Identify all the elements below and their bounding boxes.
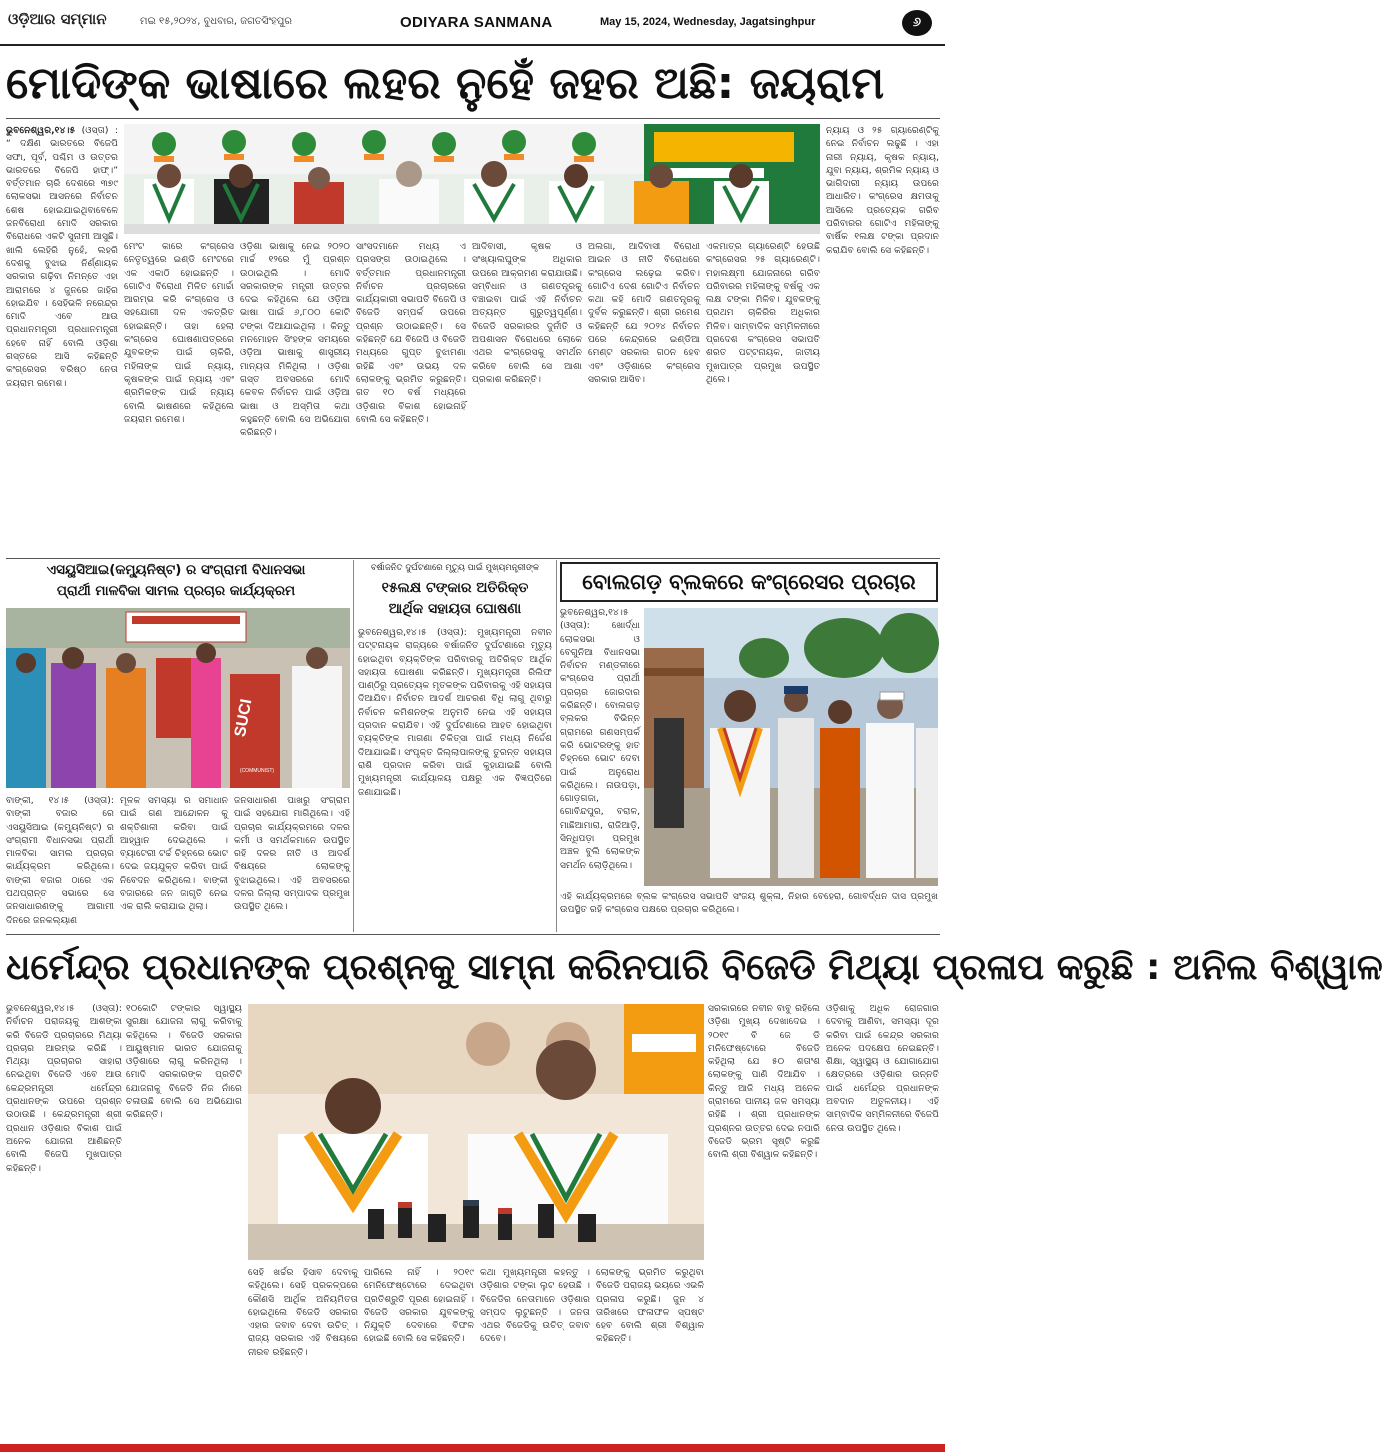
- story2-headline: ଧର୍ମେନ୍ଦ୍ର ପ୍ରଧାନଙ୍କ ପ୍ରଶ୍ନକୁ ସାମ୍ନା କରିନପାରି ବିଜେଡି ମିଥ୍ୟା ପ୍ରଳାପ କରୁଛି : ଅନିଲ ବିଶ୍ୱାଳ: [6, 947, 1383, 988]
- story1-column-3: ଓଡ଼ିଶା ଭାଷାକୁ ନେଇ ୨୦୨୦ ମାର୍ଚ୍ଚ ୧୨ରେ ମୁଁ ପ୍ରଶ୍ନ ଉଠାଇଥିଲି । ମୋଦି ସରକାରଙ୍କ ମନ୍ତ୍ରୀ ଉତ୍ତର ଦେଇ କହିଥିଲେ ଯେ ଓଡ଼ିଆ ଭାଷା ପାଇଁ ୬,୮୦୦ କୋଟି ଟଙ୍କା ଦିଆଯାଇଥିଲା । କିନ୍ତୁ ମନମୋହନ ସିଂହଙ୍କ ସମୟରେ ଓଡ଼ିଆ ଭାଷାକୁ ଶାସ୍ତ୍ରୀୟ ମାନ୍ୟତା ମିଳିଥିଲା । ଓଡ଼ିଶା ଗସ୍ତ ଅବସରରେ ମୋଦି କେବଳ ନିର୍ବାଚନ ପାଇଁ ଓଡ଼ିଆ ଭାଷା ଓ ଅସ୍ମିତା କଥା କହୁଛନ୍ତି ବୋଲି ସେ ଅଭିଯୋଗ କରିଛନ୍ତି।: [240, 241, 350, 439]
- story2-press-conference-photo: [248, 1004, 704, 1260]
- bolagarh-caption: ଏହି କାର୍ଯ୍ୟକ୍ରମରେ ବ୍ଲକ କଂଗ୍ରେସ ସଭାପତି ସଂଜୟ ଶୁକ୍ଳା, ନିହାର ବେହେରା, ଗୋବର୍ଦ୍ଧନ ଦାସ ପ୍ରମୁଖ ଉପସ୍ଥିତ ରହି କଂଗ୍ରେସ ପକ୍ଷରେ ପ୍ରଚାର କରିଥିଲେ।: [560, 891, 938, 915]
- suci-headline-line2: ପ୍ରାର୍ଥୀ ମାଳବିକା ସାମଲ ପ୍ରଚାର କାର୍ଯ୍ୟକ୍ରମ: [56, 583, 296, 599]
- divider: [556, 560, 557, 932]
- relief-body: ଭୁବନେଶ୍ୱର,୧୪।୫ (ଓସ୍ତା): ମୁଖ୍ୟମନ୍ତ୍ରୀ ନବୀନ ପଟ୍ଟନାୟକ ରାଜ୍ୟରେ ବର୍ଷାଜନିତ ଦୁର୍ଘଟଣାରେ ମୃତ୍ୟୁ ହୋଇଥିବା ବ୍ୟକ୍ତିଙ୍କ ପରିବାରକୁ ଅତିରିକ୍ତ ଆର୍ଥିକ ସହାୟତା ଘୋଷଣା କରିଛନ୍ତି। ମୁଖ୍ୟମନ୍ତ୍ରୀ ରିଲିଫ ପାଣ୍ଠିରୁ ପ୍ରତ୍ୟେକ ମୃତକଙ୍କ ପରିବାରକୁ ଏହି ସହାୟତା ଦିଆଯିବ। ନିର୍ବାଚନ ଆଦର୍ଶ ଆଚରଣ ବିଧି ଲାଗୁ ଥିବାରୁ ନିର୍ବାଚନ କମିଶନଙ୍କ ଅନୁମତି ନେଇ ଏହି ସହାୟତା ପ୍ରଦାନ କରାଯିବ। ଏହି ଦୁର୍ଘଟଣାରେ ଆହତ ହୋଇଥିବା ବ୍ୟକ୍ତିଙ୍କ ମାଗଣା ଚିକିତ୍ସା ପାଇଁ ମଧ୍ୟ ନିର୍ଦ୍ଦେଶ ଦିଆଯାଇଛି। ସଂପୃକ୍ତ ଜିଲ୍ଲାପାଳଙ୍କୁ ତୁରନ୍ତ ସହାୟତା ରାଶି ପ୍ରଦାନ କରିବା ପାଇଁ କୁହାଯାଇଛି ବୋଲି ମୁଖ୍ୟମନ୍ତ୍ରୀ କାର୍ଯ୍ୟାଳୟ ପକ୍ଷରୁ ଏକ ବିଜ୍ଞପ୍ତିରେ ଜଣାଯାଇଛି।: [358, 627, 552, 798]
- story2-column-5: ସରକାରରେ ନବୀନ ବାବୁ ରହିଲେ ଓଡ଼ିଶା ମୁଖ୍ୟ ଦେଖାଦେଇ । ୨୦୧୯ ବି ଜେ ଡି ମନିଫେଷ୍ଟୋରେ ବିଜେଡି କହିଥିଲା ଯେ ୫୦ ଶତାଂଶ ଲୋକଙ୍କୁ ପାଣି ଦିଆଯିବ । କିନ୍ତୁ ଆଜି ମଧ୍ୟ ଅନେକ ଗ୍ରାମରେ ପାନୀୟ ଜଳ ସମସ୍ୟା ରହିଛି । ଶ୍ରୀ ପ୍ରଧାନଙ୍କ ପ୍ରଶ୍ନର ଉତ୍ତର ଦେଇ ନପାରି ବିଜେଡି ଭ୍ରମ ସୃଷ୍ଟି କରୁଛି ବୋଲି ଶ୍ରୀ ବିଶ୍ୱାଳ କହିଛନ୍ତି।: [708, 1003, 820, 1161]
- suci-banner-text: SUCI: [231, 697, 256, 739]
- story1-col1-text: (ଓସ୍ତା) : “ ଦକ୍ଷିଣ ଭାରତରେ ବିଜେପି ସଫା, ପୂର୍ବ, ପଶ୍ଚିମ ଓ ଉତ୍ତର ଭାରତରେ ବିଜେପି ହାଫ୍।” ବର୍ତ୍ତମାନ ଚାରି ଦେଶରେ ୩୭୯ ଲୋକସଭା ଆସନରେ ନିର୍ବାଚନ ଶେଷ ହୋଇଯାଇଥିବାବେଳେ ଜନବିରୋଧୀ ମୋଦି ସରକାର ବିରୋଧରେ ଏକଟି ସୁନାମୀ ଆସୁଛି। ଖାଲି ଲେହିରି ନୁହେଁ, ଲହରି ଦେଶକୁ ବୁଝାଇ ନିର୍ଣ୍ଣାୟକ ସରକାର ଗଢ଼ିବା ନିମନ୍ତେ ଏହା ଆରାମରେ ୪ ଜୁନରେ ଜାହିର ହୋଇଯିବ । ସେହିଭଳି ନରେନ୍ଦ୍ର ମୋଦି ଏବେ ଆଉ ପ୍ରଧାନମନ୍ତ୍ରୀ ପ୍ରଧାନମନ୍ତ୍ରୀ ହେବେ ନାହିଁ ବୋଲି ଓଡ଼ିଶା ଗସ୍ତରେ ଆସି କହିଛନ୍ତି କଂଗ୍ରେସର ବରିଷ୍ଠ ନେତା ଜୟରାମ ରମେଶ।: [6, 125, 118, 389]
- bolagarh-body: ଭୁବନେଶ୍ୱର,୧୪।୫ (ଓସ୍ତା): ଖୋର୍ଦ୍ଧା ଲୋକସଭା ଓ ବେଗୁନିଆ ବିଧାନସଭା ନିର୍ବାଚନ ମଣ୍ଡଳୀରେ କଂଗ୍ରେସ ପ୍ରାର୍ଥୀ ପ୍ରଚାର ଜୋରଦାର କରିଛନ୍ତି। ବୋଲଗଡ଼ ବ୍ଲକର ବିଭିନ୍ନ ଗ୍ରାମରେ ଗଣସମ୍ପର୍କ କରି ଭୋଟରଙ୍କୁ ହାତ ଚିହ୍ନରେ ଭୋଟ ଦେବା ପାଇଁ ଅନୁରୋଧ କରିଥିଲେ। ନାଉପଡ଼ା, ଗୋଡ଼ଗଜା, ଗୋବିନ୍ଦପୁର, ବରାଳ, ମାଛିଆମାରା, ରାଜିଆଡ଼ି, ସିନ୍ଧିପଡ଼ା ପ୍ରମୁଖ ଅଞ୍ଚଳ ବୁଲି ଲୋକଙ୍କ ସମର୍ଥନ ଲୋଡ଼ିଥିଲେ।: [560, 607, 640, 871]
- bolagarh-campaign-photo: [644, 608, 938, 886]
- suci-column-1: ବାଙ୍କୀ, ୧୪।୫ (ଓସ୍ତା): ବାଙ୍କୀ ବଜାର ରେ ଏସୟୁସିଆଇ (କମ୍ୟୁନିଷ୍ଟ) ର ସଂଗ୍ରାମୀ ବିଧାନସଭା ପ୍ରାର୍ଥୀ ମାଳବିକା ସାମଲ ପ୍ରଚାର କାର୍ଯ୍ୟକ୍ରମ କରିଥିଲେ। ବାଙ୍କୀ ବଜାର ଠାରେ ଏକ ପଥପ୍ରାନ୍ତ ସଭାରେ ସେ ଜନସାଧାରଣଙ୍କୁ ଆଗାମୀ ଦିନରେ ଜନକଲ୍ୟାଣ: [6, 795, 114, 926]
- story2-bottom-1: ସେହି ଖର୍ଚ୍ଚର ହିସାବ ଦେବାକୁ କହିଥିଲେ। ସେହି ପ୍ରକଳ୍ପରେ କୌଣସି ଆର୍ଥିକ ଅନିୟମିତତା ହୋଇଥିଲେ ବିଜେଡି ସରକାର ଏହାର ଜବାବ ଦେବା ଉଚିତ୍ । ରାଜ୍ୟ ସରକାର ଏହି ବିଷୟରେ ନୀରବ ରହିଛନ୍ତି।: [248, 1267, 358, 1358]
- story2-column-1: ଭୁବନେଶ୍ୱର,୧୪।୫ (ଓସ୍ତା): ନିର୍ବାଚନ ପରାଜୟକୁ ଆଶଙ୍କା କରି ବିଜେଡି ପ୍ରଚାରରେ ମିଥ୍ୟା ପ୍ରଚାର ଆରମ୍ଭ କରିଛି । ମିଥ୍ୟା ପ୍ରଚାରର ସାହାରା ନେଇଥିବା ବିଜେଡି ଏବେ ଆଉ କେନ୍ଦ୍ରମନ୍ତ୍ରୀ ଧର୍ମେନ୍ଦ୍ର ପ୍ରଧାନଙ୍କ ଉପରେ ପ୍ରଶ୍ନ ଉଠାଉଛି । କେନ୍ଦ୍ରମନ୍ତ୍ରୀ ଶ୍ରୀ ପ୍ରଧାନ ଓଡ଼ିଶାର ବିକାଶ ପାଇଁ ଅନେକ ଯୋଜନା ଆଣିଛନ୍ତି ବୋଲି ବିଜେପି ମୁଖପାତ୍ର କହିଛନ୍ତି।: [6, 1003, 122, 1174]
- paper-name: ODIYARA SANMANA: [400, 14, 553, 31]
- divider: [353, 560, 354, 932]
- story1-column-8: ନ୍ୟାୟ ଓ ୨୫ ଗ୍ୟାରେଣ୍ଟିକୁ ନେଇ ନିର୍ବାଚନ ଲଢୁଛି । ଏହା ନାରୀ ନ୍ୟାୟ, କୃଷକ ନ୍ୟାୟ, ଯୁବା ନ୍ୟାୟ, ଶ୍ରମିକ ନ୍ୟାୟ ଓ ଭାଗିଦାରୀ ନ୍ୟାୟ ଉପରେ ଆଧାରିତ। କଂଗ୍ରେସ କ୍ଷମତାକୁ ଆସିଲେ ପ୍ରତ୍ୟେକ ଗରିବ ପରିବାରର ଗୋଟିଏ ମହିଳାଙ୍କୁ ବାର୍ଷିକ ୧ଲକ୍ଷ ଟଙ୍କା ପ୍ରଦାନ କରାଯିବ ବୋଲି ସେ କହିଛନ୍ତି।: [826, 125, 939, 256]
- story2-bottom-4: ଲୋକଙ୍କୁ ଭ୍ରମିତ କରୁଥିବା ବିଜେଡି ପରାଜୟ ଭୟରେ ଏଭଳି ପ୍ରଳାପ କରୁଛି। ଜୁନ ୪ ତାରିଖରେ ଫଳାଫଳ ସ୍ପଷ୍ଟ ହେବ ବୋଲି ଶ୍ରୀ ବିଶ୍ୱାଳ କହିଛନ୍ତି।: [596, 1267, 704, 1345]
- story1-column-6: ଅଲଗା, ଆଦିବାସୀ ବିରୋଧୀ ଆଇନ ଓ ନୀତି ବିରୋଧରେ କଂଗ୍ରେସ ଲଢ଼େଇ କରିବ। ଗୋଟିଏ ଦେଶ ଗୋଟିଏ ନିର୍ବାଚନ କଥା କହି ମୋଦି ଗଣତନ୍ତ୍ରକୁ ଦୁର୍ବଳ କରୁଛନ୍ତି। ଶ୍ରୀ ରମେଶ କହିଛନ୍ତି ଯେ ୨୦୨୪ ନିର୍ବାଚନ ପରେ କେନ୍ଦ୍ରରେ ଇଣ୍ଡିଆ ମେଣ୍ଟ ସରକାର ଗଠନ ହେବ ଏବଂ ଓଡ଼ିଶାରେ କଂଗ୍ରେସ ସରକାର ଆସିବ।: [588, 241, 700, 385]
- divider: [6, 934, 940, 935]
- story1-press-conference-photo: [124, 124, 820, 234]
- bolagarh-headline: ବୋଲଗଡ଼ ବ୍ଲକରେ କଂଗ୍ରେସର ପ୍ରଚାର: [560, 562, 938, 602]
- suci-column-2: ମୂଳକ ସମସ୍ୟା ର ସମାଧାନ ପାଇଁ ଗଣ ଆନ୍ଦୋଳନ କୁ ଶକ୍ତିଶାଳୀ କରିବା ପାଇଁ ଆହ୍ୱାନ ଦେଇଥିଲେ । ବ୍ୟାଟେରୀ ଟର୍ଚ୍ଚ ଚିହ୍ନରେ ଭୋଟ ଦେଇ ଜୟଯୁକ୍ତ କରିବା ପାଇଁ ନିବେଦନ କରିଥିଲେ। ବାଙ୍କୀ ବଜାରରେ ଜନ ଜାଗୃତି ନେଇ ଏକ ରାଲି କରାଯାଇ ଥିଲା।: [120, 795, 228, 913]
- masthead: [0, 0, 945, 46]
- story2-column-6: ଓଡ଼ିଶାକୁ ଅଧିକ ରୋଜଗାର ଦେବାକୁ ଆଣିବା, ସମସ୍ୟା ଦୂର କରିବା ପାଇଁ କେନ୍ଦ୍ର ସରକାର ଅନେକ ପଦକ୍ଷେପ ନେଇଛନ୍ତି। ଶିକ୍ଷା, ସ୍ୱାସ୍ଥ୍ୟ ଓ ଯୋଗାଯୋଗ କ୍ଷେତ୍ରରେ ଓଡ଼ିଶାର ଉନ୍ନତି ପାଇଁ ଧର୍ମେନ୍ଦ୍ର ପ୍ରଧାନଙ୍କ ଅବଦାନ ଅତୁଳନୀୟ। ଏହି ସାମ୍ବାଦିକ ସମ୍ମିଳନୀରେ ବିଜେପି ନେତା ଉପସ୍ଥିତ ଥିଲେ।: [826, 1003, 939, 1134]
- story1-column-1: [6, 124, 118, 554]
- newspaper-logo: ଓଡ଼ିଆର ସମ୍ମାନ: [8, 10, 107, 28]
- story1-dateline: ଭୁବନେଶ୍ୱର,୧୪।୫: [6, 125, 76, 136]
- story2-bottom-2: ପାରିଲେ ନାହିଁ । ୨୦୧୯ ମେନିଫେଷ୍ଟୋରେ ଦେଇଥିବା ପ୍ରତିଶ୍ରୁତି ପୂରଣ ହୋଇନାହିଁ । ବିଜେଡି ସରକାର ଯୁବକଙ୍କୁ ନିଯୁକ୍ତି ଦେବାରେ ବିଫଳ ହୋଇଛି ବୋଲି ସେ କହିଛନ୍ତି।: [364, 1267, 474, 1345]
- story1-headline: ମୋଦିଙ୍କ ଭାଷାରେ ଲହର ନୁହେଁ ଜହର ଅଛି: ଜୟରାମ: [6, 58, 885, 109]
- date-english: May 15, 2024, Wednesday, Jagatsinghpur: [600, 16, 816, 28]
- story2-column-2: ୧୦କୋଟି ଟଙ୍କାର ସ୍ୱାସ୍ଥ୍ୟ ସୁରକ୍ଷା ଯୋଜନା ଲାଗୁ କରିବାକୁ କହିଥିଲେ । ବିଜେଡି ସରକାର ଆୟୁଷ୍ମାନ ଭାରତ ଯୋଜନାକୁ ଓଡ଼ିଶାରେ ଲାଗୁ କରିନଥିଲା । ମୋଦି ସରକାରଙ୍କ ପ୍ରତିଟି ଯୋଜନାକୁ ବିଜେଡି ନିଜ ନାଁରେ ଚଳାଉଛି ବୋଲି ସେ ଅଭିଯୋଗ କରିଛନ୍ତି।: [126, 1003, 242, 1121]
- suci-banner-subtext: (COMMUNIST): [239, 768, 275, 774]
- divider: [6, 118, 940, 119]
- divider: [6, 558, 940, 559]
- date-odia: ମଇ ୧୫,୨୦୨୪, ବୁଧବାର, ଜଗତସିଂହପୁର: [140, 16, 292, 27]
- relief-headline-line2: ଆର୍ଥିକ ସହାୟତା ଘୋଷଣା: [388, 601, 522, 617]
- relief-kicker: ବର୍ଷାଜନିତ ଦୁର୍ଘଟଣାରେ ମୃତ୍ୟୁ ପାଇଁ ମୁଖ୍ୟମନ୍ତ୍ରୀଙ୍କ: [370, 563, 540, 573]
- story1-column-7: ଏକମାତ୍ର ଗ୍ୟାରେଣ୍ଟି ହେଉଛି କଂଗ୍ରେସର ୨୫ ଗ୍ୟାରେଣ୍ଟି। ମହାଲକ୍ଷ୍ମୀ ଯୋଜନାରେ ଗରିବ ପରିବାରର ମହିଳାଙ୍କୁ ବର୍ଷକୁ ଏକ ଲକ୍ଷ ଟଙ୍କା ମିଳିବ। ଯୁବକଙ୍କୁ ପ୍ରଥମ ଚାକିରିର ଅଧିକାର ମିଳିବ। ସାମ୍ବାଦିକ ସମ୍ମିଳନୀରେ ପ୍ରଦେଶ କଂଗ୍ରେସ ସଭାପତି ଶରତ ପଟ୍ଟନାୟକ, ଜାତୀୟ ମୁଖପାତ୍ର ପ୍ରମୁଖ ଉପସ୍ଥିତ ଥିଲେ।: [706, 241, 820, 385]
- story1-column-4: ସାଂସଦମାନେ ମଧ୍ୟ ଏ ପ୍ରସଙ୍ଗ ଉଠାଇଥିଲେ । ବର୍ତ୍ତମାନ ପ୍ରଧାନମନ୍ତ୍ରୀ ନିର୍ବାଚନ ପ୍ରଚାରରେ କାର୍ଯ୍ୟକାରୀ ସଭାପତି ବିଜେପି ଓ ବିଜେଡି ସମ୍ପର୍କ ଉପରେ ପ୍ରଶ୍ନ ଉଠାଇଛନ୍ତି। ସେ କହିଛନ୍ତି ଯେ ବିଜେପି ଓ ବିଜେଡି ମଧ୍ୟରେ ଗୁପ୍ତ ବୁଝାମଣା ରହିଛି ଏବଂ ଉଭୟ ଦଳ ଲୋକଙ୍କୁ ଭ୍ରମିତ କରୁଛନ୍ତି। ଗତ ୧୦ ବର୍ଷ ମଧ୍ୟରେ ଓଡ଼ିଶାର ବିକାଶ ହୋଇନାହିଁ ବୋଲି ସେ କହିଛନ୍ତି।: [356, 241, 466, 425]
- footer-bar: [0, 1444, 945, 1452]
- story1-column-2: ମେଂଟ କାରେ କଂଗ୍ରେସ ନେତୃତ୍ୱରେ ଇଣ୍ଡି ମେଂଟରେ ଏକ ଏକାଠି ହୋଇଛନ୍ତି । ଗୋଟିଏ ବିରୋଧୀ ମିଳିତ ମୋର୍ଚ୍ଚା ଆରମ୍ଭ କରି କଂଗ୍ରେସ ଓ ସହଯୋଗୀ ଦଳ ଏକତ୍ରିତ ହୋଇଛନ୍ତି। ତାହା ହେଲା କଂଗ୍ରେସ ଘୋଷଣାପତ୍ରରେ ଯୁବକଙ୍କ ପାଇଁ ଚାକିରି, ମହିଳାଙ୍କ ପାଇଁ ନ୍ୟାୟ, କୃଷକଙ୍କ ପାଇଁ ନ୍ୟାୟ ଏବଂ ଶ୍ରମିକଙ୍କ ପାଇଁ ନ୍ୟାୟ ବୋଲି ଭାଷଣରେ କହିଥିଲେ ଜୟରାମ ରମେଶ।: [124, 241, 234, 425]
- story1-column-5: ଆଦିବାସୀ, କୃଷକ ଓ ସଂଖ୍ୟାଲଘୁଙ୍କ ଅଧିକାର ଉପରେ ଆକ୍ରମଣ କରାଯାଉଛି। ସମ୍ବିଧାନ ଓ ଗଣତନ୍ତ୍ରକୁ ବଞ୍ଚାଇବା ପାଇଁ ଏହି ନିର୍ବାଚନ ଅତ୍ୟନ୍ତ ଗୁରୁତ୍ୱପୂର୍ଣ୍ଣ। ବିଜେଡି ସରକାରର ଦୁର୍ନୀତି ଓ ଅପଶାସନ ବିରୋଧରେ ଲୋକେ ଏଥର କଂଗ୍ରେସକୁ ସମର୍ଥନ କରିବେ ବୋଲି ସେ ଆଶା ପ୍ରକାଶ କରିଛନ୍ତି।: [472, 241, 582, 385]
- relief-headline: [358, 578, 552, 622]
- page-number: ୬: [902, 10, 932, 36]
- suci-campaign-photo: [6, 608, 350, 788]
- relief-headline-line1: ୧୫ଲକ୍ଷ ଟଙ୍କାର ଅତିରିକ୍ତ: [381, 580, 529, 596]
- story2-bottom-3: କଥା ମୁଖ୍ୟମନ୍ତ୍ରୀ କହନ୍ତୁ । ଓଡ଼ିଶାର ଟଙ୍କା ଲୁଟ ହେଉଛି । ବିଜେଡିର ନେତାମାନେ ଓଡ଼ିଶାର ସମ୍ପଦ ଲୁଟୁଛନ୍ତି । ଜନତା ଏଥର ବିଜେଡିକୁ ଉଚିତ୍ ଜବାବ ଦେବେ।: [480, 1267, 590, 1345]
- suci-column-3: ଜନସାଧାରଣ ପାଖରୁ ସଂଗ୍ରାମ ପାଇଁ ସହଯୋଗ ମାଗିଥିଲେ। ଏହି ପ୍ରଚାର କାର୍ଯ୍ୟକ୍ରମରେ ଦଳର କର୍ମୀ ଓ ସମର୍ଥକମାନେ ଉପସ୍ଥିତ ରହି ଦଳର ନୀତି ଓ ଆଦର୍ଶ ବିଷୟରେ ଲୋକଙ୍କୁ ବୁଝାଇଥିଲେ। ଏହି ଅବସରରେ ଦଳର ଜିଲ୍ଲା ସମ୍ପାଦକ ପ୍ରମୁଖ ଉପସ୍ଥିତ ଥିଲେ।: [234, 795, 350, 913]
- suci-headline-line1: ଏସୟୁସିଆଇ(କମ୍ୟୁନିଷ୍ଟ) ର ସଂଗ୍ରାମୀ ବିଧାନସଭା: [46, 562, 306, 578]
- suci-headline: [6, 560, 346, 604]
